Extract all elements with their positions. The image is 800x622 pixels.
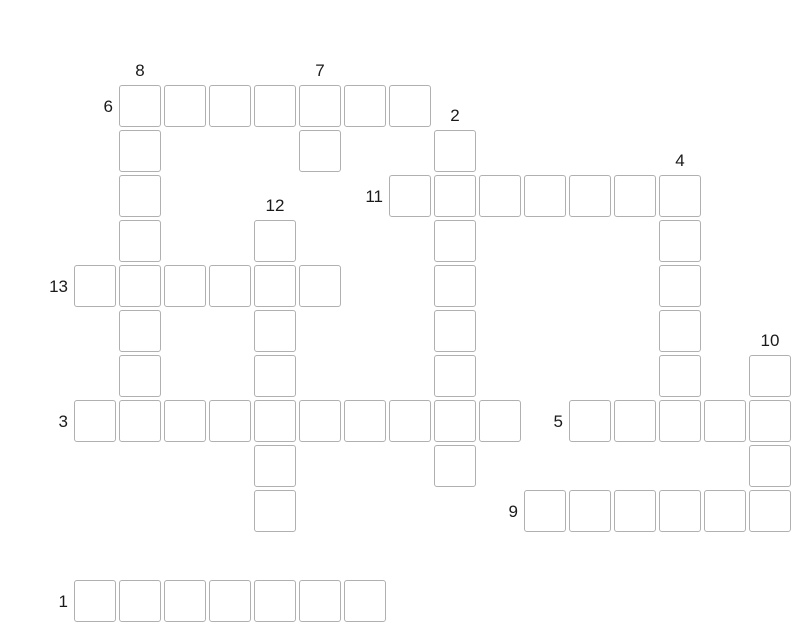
crossword-cell[interactable]	[389, 85, 431, 127]
crossword-cell[interactable]	[344, 400, 386, 442]
crossword-cell[interactable]	[254, 400, 296, 442]
crossword-cell[interactable]	[479, 400, 521, 442]
crossword-cell[interactable]	[524, 175, 566, 217]
crossword-cell[interactable]	[209, 580, 251, 622]
crossword-cell[interactable]	[749, 355, 791, 397]
clue-number-13: 13	[49, 277, 68, 296]
crossword-cell[interactable]	[164, 580, 206, 622]
crossword-cell[interactable]	[659, 490, 701, 532]
clue-number-5: 5	[553, 412, 563, 431]
crossword-cell[interactable]	[614, 400, 656, 442]
crossword-cell[interactable]	[344, 85, 386, 127]
crossword-cell[interactable]	[119, 355, 161, 397]
crossword-cell[interactable]	[119, 85, 161, 127]
crossword-cell[interactable]	[434, 355, 476, 397]
crossword-cell[interactable]	[254, 265, 296, 307]
crossword-cell[interactable]	[164, 85, 206, 127]
crossword-cell[interactable]	[209, 85, 251, 127]
crossword-cell[interactable]	[299, 400, 341, 442]
clue-number-7: 7	[315, 61, 325, 80]
crossword-cell[interactable]	[74, 400, 116, 442]
crossword-cell[interactable]	[74, 265, 116, 307]
crossword-cell[interactable]	[434, 445, 476, 487]
crossword-cell[interactable]	[209, 265, 251, 307]
crossword-cell[interactable]	[299, 580, 341, 622]
crossword-cell[interactable]	[434, 220, 476, 262]
crossword-cell[interactable]	[479, 175, 521, 217]
crossword-cell[interactable]	[434, 175, 476, 217]
crossword-cell[interactable]	[659, 175, 701, 217]
crossword-cell[interactable]	[164, 265, 206, 307]
crossword-cell[interactable]	[254, 310, 296, 352]
crossword-cell[interactable]	[119, 580, 161, 622]
crossword-cell[interactable]	[569, 175, 611, 217]
crossword-cell[interactable]	[434, 310, 476, 352]
crossword-cell[interactable]	[254, 85, 296, 127]
crossword-cell[interactable]	[749, 400, 791, 442]
clue-number-10: 10	[760, 331, 780, 350]
crossword-cell[interactable]	[524, 490, 566, 532]
crossword-cell[interactable]	[119, 265, 161, 307]
crossword-cell[interactable]	[569, 400, 611, 442]
clue-number-1: 1	[58, 592, 68, 611]
crossword-cell[interactable]	[434, 400, 476, 442]
crossword-cell[interactable]	[389, 175, 431, 217]
crossword-cell[interactable]	[164, 400, 206, 442]
crossword-cell[interactable]	[254, 355, 296, 397]
crossword-cell[interactable]	[659, 400, 701, 442]
crossword-cell[interactable]	[659, 310, 701, 352]
crossword-cell[interactable]	[659, 220, 701, 262]
crossword-cell[interactable]	[434, 265, 476, 307]
crossword-cell[interactable]	[119, 175, 161, 217]
crossword-cell[interactable]	[299, 130, 341, 172]
crossword-cell[interactable]	[749, 445, 791, 487]
crossword-cell[interactable]	[254, 490, 296, 532]
crossword-cell[interactable]	[254, 445, 296, 487]
clue-number-2: 2	[450, 106, 460, 125]
crossword-cell[interactable]	[299, 265, 341, 307]
crossword-cell[interactable]	[299, 85, 341, 127]
clue-number-4: 4	[675, 151, 685, 170]
clue-number-8: 8	[135, 61, 145, 80]
crossword-cell[interactable]	[614, 175, 656, 217]
crossword-cell[interactable]	[704, 400, 746, 442]
clue-number-9: 9	[508, 502, 518, 521]
crossword-cell[interactable]	[254, 220, 296, 262]
clue-number-12: 12	[265, 196, 285, 215]
crossword-cell[interactable]	[389, 400, 431, 442]
clue-number-6: 6	[103, 97, 113, 116]
crossword-cell[interactable]	[659, 355, 701, 397]
clue-number-3: 3	[58, 412, 68, 431]
crossword-cell[interactable]	[704, 490, 746, 532]
crossword-cell[interactable]	[254, 580, 296, 622]
crossword-cell[interactable]	[344, 580, 386, 622]
crossword-cell[interactable]	[434, 130, 476, 172]
crossword-cell[interactable]	[209, 400, 251, 442]
crossword-cell[interactable]	[119, 400, 161, 442]
crossword-cell[interactable]	[119, 130, 161, 172]
clue-number-11: 11	[365, 187, 383, 206]
crossword-cell[interactable]	[614, 490, 656, 532]
crossword-cell[interactable]	[569, 490, 611, 532]
crossword-cell[interactable]	[749, 490, 791, 532]
crossword-cell[interactable]	[119, 310, 161, 352]
crossword-cell[interactable]	[119, 220, 161, 262]
crossword-cell[interactable]	[74, 580, 116, 622]
crossword-cell[interactable]	[659, 265, 701, 307]
